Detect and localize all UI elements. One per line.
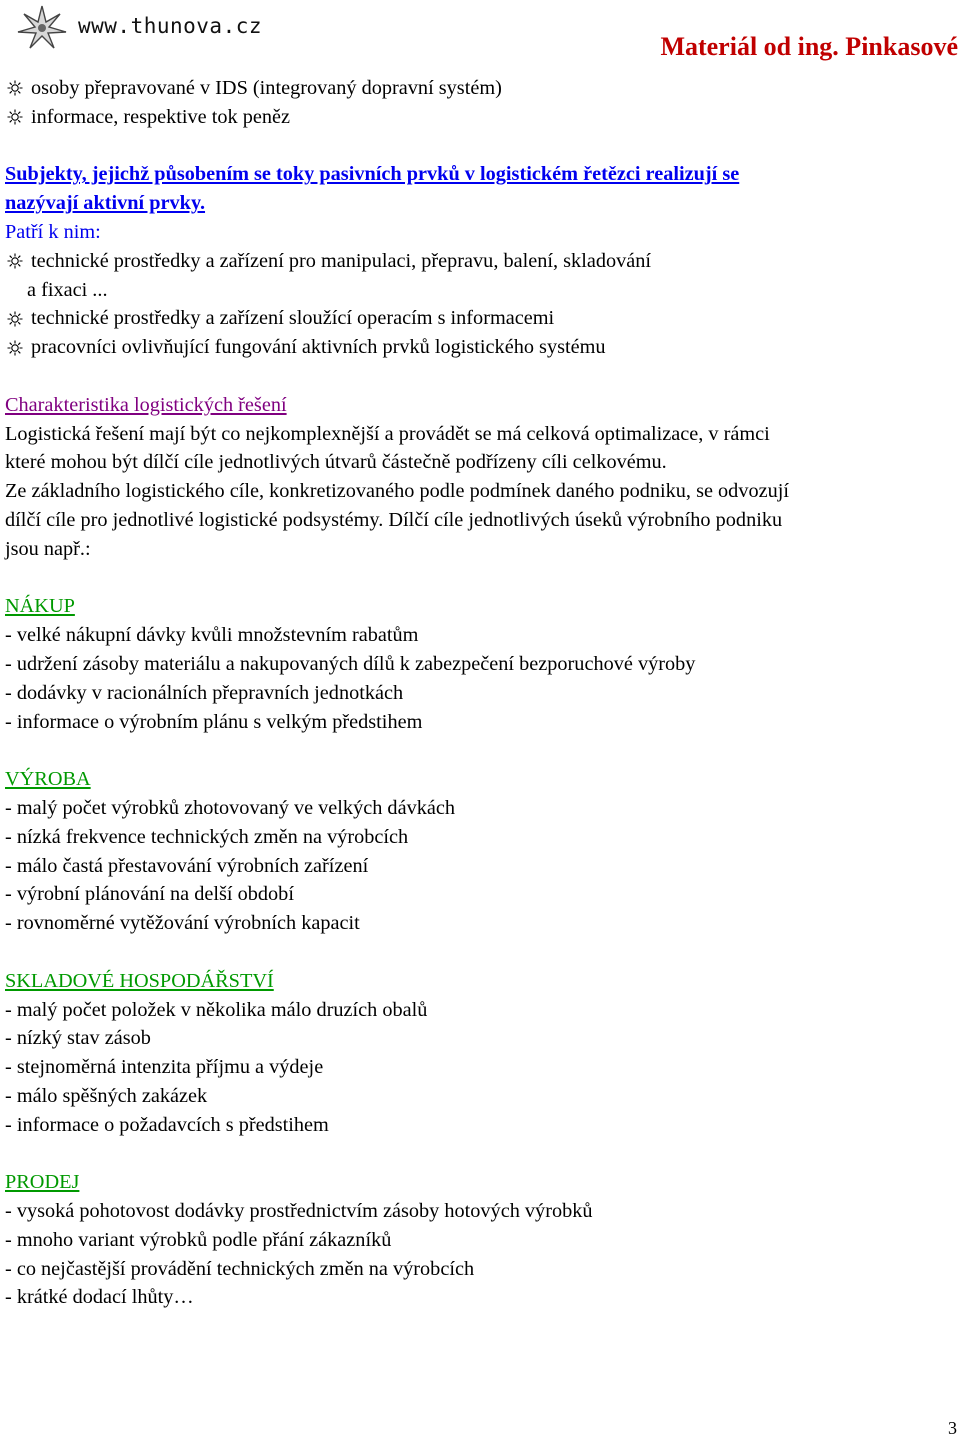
list-item: - vysoká pohotovost dodávky prostřednictvím zásoby hotových výrobků	[5, 1200, 593, 1223]
list-item: - nízký stav zásob	[5, 1027, 151, 1050]
bullet-continuation: a fixaci ...	[27, 278, 108, 301]
bullet-item	[5, 304, 955, 333]
list-item: - nízká frekvence technických změn na výrobcích	[5, 825, 409, 848]
list-item: - dodávky v racionálních přepravních jednotkách	[5, 681, 404, 704]
active-elements-heading-line-2: nazývají aktivní prvky.	[5, 192, 206, 215]
section-title-vyroba: VÝROBA	[5, 768, 91, 791]
paragraph-line: dílčí cíle pro jednotlivé logistické podsystémy. Dílčí cíle jednotlivých úseků výrobního podniku	[5, 508, 783, 531]
belongs-label: Patří k nim:	[5, 220, 101, 243]
sun-bullet-icon	[5, 341, 31, 357]
paragraph-line: které mohou být dílčí cíle jednotlivých útvarů částečně podřízeny cíli celkovému.	[5, 451, 667, 474]
list-item: - malý počet položek v několika málo druzích obalů	[5, 998, 428, 1021]
list-item: - krátké dodací lhůty…	[5, 1286, 194, 1309]
bullet-item	[5, 103, 955, 132]
list-item: - udržení zásoby materiálu a nakupovaných dílů k zabezpečení bezporuchové výroby	[5, 652, 696, 675]
section-title-prodej: PRODEJ	[5, 1171, 80, 1194]
page-number: 3	[948, 1418, 957, 1438]
bullet-text: informace, respektive tok peněz	[31, 105, 291, 128]
sun-bullet-icon	[5, 312, 31, 328]
section-title-skladove-hospodarstvi: SKLADOVÉ HOSPODÁŘSTVÍ	[5, 969, 274, 992]
list-item: - rovnoměrné vytěžování výrobních kapacit	[5, 912, 360, 935]
bullet-text: technické prostředky a zařízení pro manipulaci, přepravu, balení, skladování	[31, 249, 652, 272]
star-flower-logo-icon	[14, 2, 70, 52]
list-item: - co nejčastější provádění technických změn na výrobcích	[5, 1257, 475, 1280]
bullet-text: pracovníci ovlivňující fungování aktivních prvků logistického systému	[31, 336, 606, 359]
list-item: - málo spěšných zakázek	[5, 1084, 208, 1107]
document-body	[5, 74, 955, 1312]
bullet-item	[5, 247, 955, 276]
bullet-text: technické prostředky a zařízení sloužící operacím s informacemi	[31, 307, 555, 330]
characteristics-title: Charakteristika logistických řešení	[5, 393, 287, 416]
list-item: - informace o výrobním plánu s velkým předstihem	[5, 710, 423, 733]
list-item: - mnoho variant výrobků podle přání zákazníků	[5, 1228, 392, 1251]
list-item: - výrobní plánování na delší období	[5, 883, 294, 906]
site-url: www.thunova.cz	[78, 14, 263, 38]
section-title-nakup: NÁKUP	[5, 595, 75, 618]
bullet-item	[5, 333, 955, 362]
sun-bullet-icon	[5, 81, 31, 97]
list-item: - málo častá přestavování výrobních zařízení	[5, 854, 369, 877]
sun-bullet-icon	[5, 254, 31, 270]
active-elements-heading-line-1: Subjekty, jejichž působením se toky pasivních prvků v logistickém řetězci realizují se	[5, 163, 740, 186]
list-item: - stejnoměrná intenzita příjmu a výdeje	[5, 1056, 324, 1079]
list-item: - informace o požadavcích s předstihem	[5, 1113, 329, 1136]
paragraph-line: Logistická řešení mají být co nejkomplexnější a provádět se má celková optimalizace, v rámci	[5, 422, 770, 445]
list-item: - velké nákupní dávky kvůli množstevním rabatům	[5, 624, 419, 647]
list-item: - malý počet výrobků zhotovovaný ve velkých dávkách	[5, 796, 455, 819]
paragraph-line: jsou např.:	[5, 537, 91, 560]
sun-bullet-icon	[5, 110, 31, 126]
bullet-item	[5, 74, 955, 103]
author-note: Materiál od ing. Pinkasové	[660, 32, 958, 61]
paragraph-line: Ze základního logistického cíle, konkretizovaného podle podmínek daného podniku, se odvozují	[5, 480, 790, 503]
page-header	[0, 0, 960, 66]
bullet-text: osoby přepravované v IDS (integrovaný dopravní systém)	[31, 77, 502, 99]
